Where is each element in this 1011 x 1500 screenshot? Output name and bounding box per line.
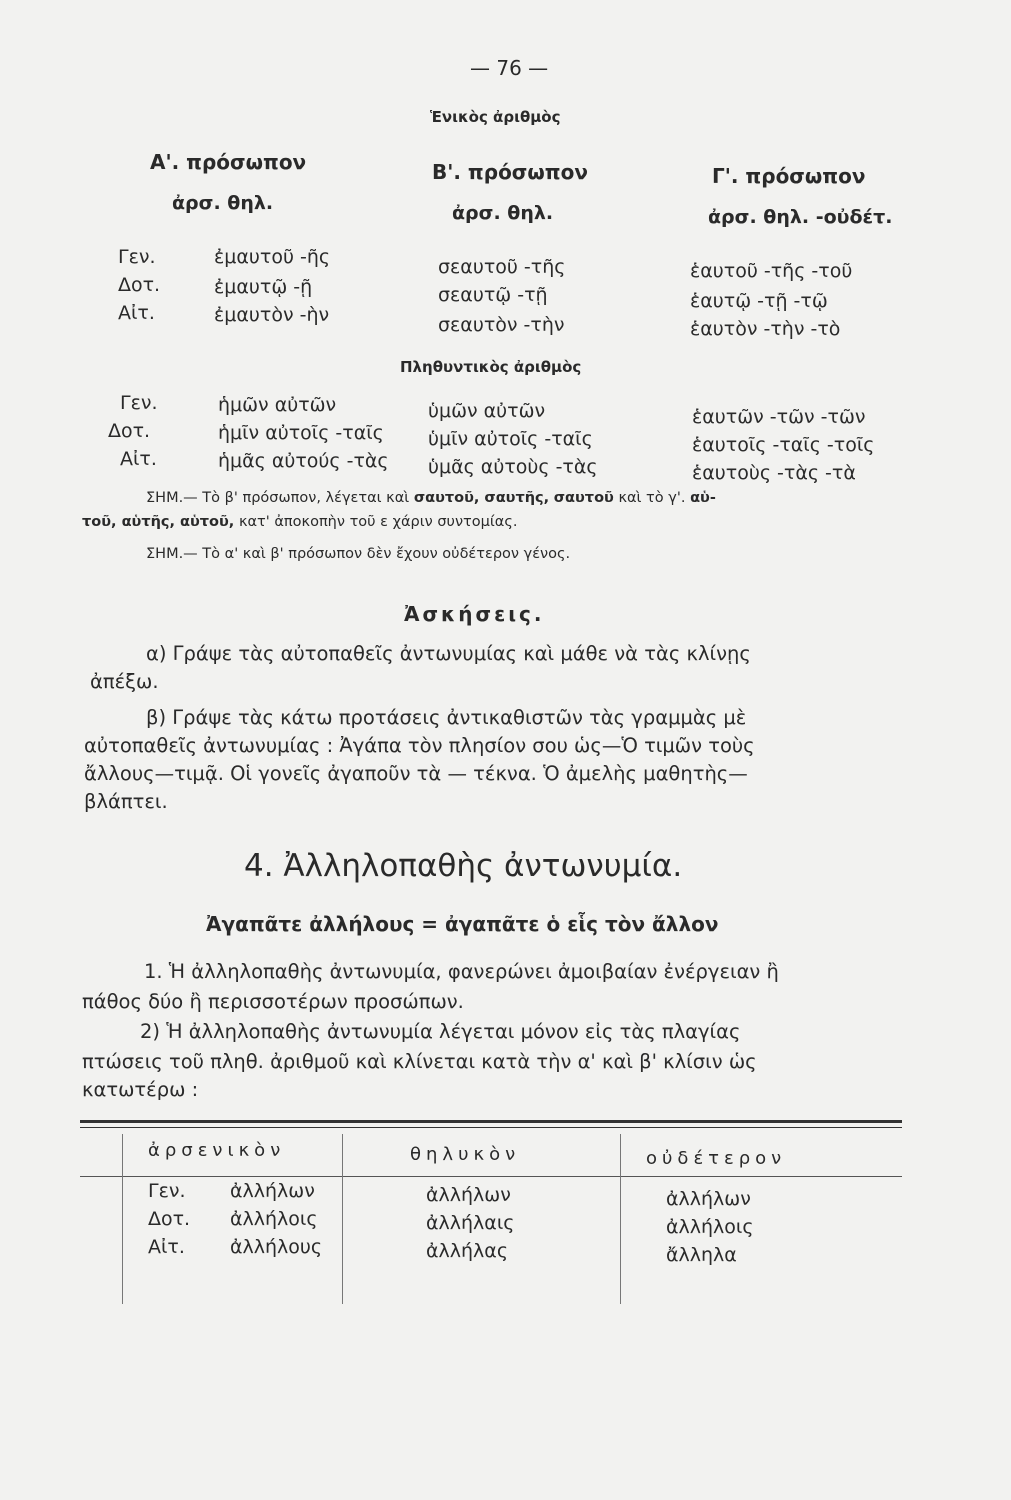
plural-first-acc: ἡμᾶς αὐτούς -τὰς bbox=[218, 450, 389, 472]
exercise-b-line-2: αὐτοπαθεῖς ἀντωνυμίας : Ἀγάπα τὸν πλησίον σου ὡς—Ὁ τιμῶν τοὺς bbox=[84, 734, 755, 757]
table-header-feminine: θηλυκὸν bbox=[410, 1144, 521, 1165]
table-divider-2 bbox=[620, 1134, 621, 1304]
exercise-a-line-2: ἀπέξω. bbox=[90, 670, 159, 693]
plural-first-dat: ἡμῖν αὐτοῖς -ταῖς bbox=[218, 422, 384, 444]
exercise-a-line-1: α) Γράψε τὰς αὐτοπαθεῖς ἀντωνυμίας καὶ μάθε νὰ τὰς κλίνῃς bbox=[146, 642, 751, 665]
exercise-b-line-4: βλάπτει. bbox=[84, 790, 168, 813]
singular-title: Ἑνικὸς ἀριθμὸς bbox=[430, 108, 561, 126]
singular-second-dat: σεαυτῷ -τῇ bbox=[438, 284, 548, 306]
table-header-rule bbox=[80, 1176, 902, 1177]
table-neut-acc: ἄλληλα bbox=[666, 1244, 737, 1266]
note-1-line-2 bbox=[82, 514, 517, 530]
singular-third-dat: ἑαυτῷ -τῇ -τῷ bbox=[690, 290, 828, 312]
singular-case-acc: Αἰτ. bbox=[118, 302, 155, 324]
note-1-bold-forms: σαυτοῦ, σαυτῆς, bbox=[413, 490, 550, 506]
table-header-neuter: οὐδέτερον bbox=[646, 1148, 787, 1169]
note-1-bold-form: σαυτοῦ bbox=[553, 490, 614, 506]
note-1-bold-hyphen: αὑ- bbox=[690, 490, 716, 506]
exercise-b-line-3: ἄλλους—τιμᾷ. Οἱ γονεῖς ἀγαποῦν τὰ — τέκνα. Ὁ ἀμελὴς μαθητὴς— bbox=[84, 762, 748, 785]
table-neut-dat: ἀλλήλοις bbox=[666, 1216, 754, 1238]
plural-title: Πληθυντικὸς ἀριθμὸς bbox=[400, 358, 582, 376]
table-case-gen: Γεν. bbox=[148, 1180, 186, 1202]
page-number: — 76 — bbox=[470, 56, 549, 80]
table-top-rule bbox=[80, 1120, 902, 1123]
plural-case-acc: Αἰτ. bbox=[120, 448, 157, 470]
singular-first-dat: ἐμαυτῷ -ῇ bbox=[214, 276, 313, 298]
header-first-person: Α'. πρόσωπον bbox=[150, 150, 307, 174]
plural-third-dat: ἑαυτοῖς -ταῖς -τοῖς bbox=[692, 434, 875, 456]
singular-first-gen: ἐμαυτοῦ -ῆς bbox=[214, 246, 331, 268]
header-third-person: Γ'. πρόσωπον bbox=[712, 164, 866, 188]
paragraph-2-line-3: κατωτέρω : bbox=[82, 1078, 199, 1101]
subheader-third-person: ἀρσ. θηλ. -οὐδέτ. bbox=[708, 206, 893, 228]
note-1-bold-third-forms: τοῦ, αὑτῆς, αὑτοῦ, bbox=[82, 514, 235, 530]
table-header-masculine: ἀρσενικὸν bbox=[148, 1140, 286, 1161]
table-top-rule-thin bbox=[80, 1127, 902, 1128]
table-neut-gen: ἀλλήλων bbox=[666, 1188, 751, 1210]
singular-third-gen: ἑαυτοῦ -τῆς -τοῦ bbox=[690, 260, 853, 282]
plural-first-gen: ἡμῶν αὐτῶν bbox=[218, 394, 337, 416]
table-fem-gen: ἀλλήλων bbox=[426, 1184, 511, 1206]
singular-second-gen: σεαυτοῦ -τῆς bbox=[438, 256, 566, 278]
note-1-text-end: κατ' ἀποκοπὴν τοῦ ε χάριν συντομίας. bbox=[238, 514, 518, 530]
header-second-person: Β'. πρόσωπον bbox=[432, 160, 588, 184]
table-left-rule bbox=[122, 1134, 123, 1304]
table-masc-acc: ἀλλήλους bbox=[230, 1236, 323, 1258]
singular-second-acc: σεαυτὸν -τὴν bbox=[438, 314, 565, 336]
plural-second-gen: ὑμῶν αὐτῶν bbox=[428, 400, 546, 422]
singular-first-acc: ἐμαυτὸν -ὴν bbox=[214, 304, 330, 326]
table-fem-acc: ἀλλήλας bbox=[426, 1240, 508, 1262]
table-masc-gen: ἀλλήλων bbox=[230, 1180, 315, 1202]
section-4-title: 4. Ἀλληλοπαθὴς ἀντωνυμία. bbox=[244, 848, 683, 884]
paragraph-2-line-1: 2) Ἡ ἀλληλοπαθὴς ἀντωνυμία λέγεται μόνον εἰς τὰς πλαγίας bbox=[140, 1020, 741, 1043]
singular-case-gen: Γεν. bbox=[118, 246, 156, 268]
paragraph-1-line-2: πάθος δύο ἢ περισσοτέρων προσώπων. bbox=[82, 990, 464, 1013]
plural-third-gen: ἑαυτῶν -τῶν -τῶν bbox=[692, 406, 866, 428]
subheader-second-person: ἀρσ. θηλ. bbox=[452, 202, 554, 224]
subheader-first-person: ἀρσ. θηλ. bbox=[172, 192, 274, 214]
paragraph-1-line-1: 1. Ἡ ἀλληλοπαθὴς ἀντωνυμία, φανερώνει ἀμοιβαίαν ἐνέργειαν ἢ bbox=[144, 960, 779, 983]
note-1-text-mid: καὶ τὸ γ'. bbox=[618, 490, 686, 506]
plural-third-acc: ἑαυτοὺς -τὰς -τὰ bbox=[692, 462, 856, 484]
plural-case-dat: Δοτ. bbox=[108, 420, 151, 442]
table-masc-dat: ἀλλήλοις bbox=[230, 1208, 318, 1230]
table-case-acc: Αἰτ. bbox=[148, 1236, 185, 1258]
singular-third-acc: ἑαυτὸν -τὴν -τὸ bbox=[690, 318, 841, 340]
note-2: ΣΗΜ.— Τὸ α' καὶ β' πρόσωπον δὲν ἔχουν οὐδέτερον γένος. bbox=[146, 546, 571, 562]
note-1-line-1 bbox=[146, 490, 716, 506]
singular-case-dat: Δοτ. bbox=[118, 274, 161, 296]
table-fem-dat: ἀλλήλαις bbox=[426, 1212, 515, 1234]
table-case-dat: Δοτ. bbox=[148, 1208, 191, 1230]
plural-case-gen: Γεν. bbox=[120, 392, 158, 414]
plural-second-acc: ὑμᾶς αὐτοὺς -τὰς bbox=[428, 456, 598, 478]
table-divider-1 bbox=[342, 1134, 343, 1304]
exercise-b-line-1: β) Γράψε τὰς κάτω προτάσεις ἀντικαθιστῶν τὰς γραμμὰς μὲ bbox=[146, 706, 747, 729]
exercises-title: Ἀσκήσεις. bbox=[404, 602, 545, 626]
plural-second-dat: ὑμῖν αὐτοῖς -ταῖς bbox=[428, 428, 593, 450]
section-4-subtitle: Ἀγαπᾶτε ἀλλήλους = ἀγαπᾶτε ὁ εἷς τὸν ἄλλον bbox=[206, 912, 719, 936]
note-1-text-start: ΣΗΜ.— Τὸ β' πρόσωπον, λέγεται καὶ bbox=[146, 490, 410, 506]
paragraph-2-line-2: πτώσεις τοῦ πληθ. ἀριθμοῦ καὶ κλίνεται κατὰ τὴν α' καὶ β' κλίσιν ὡς bbox=[82, 1050, 757, 1073]
